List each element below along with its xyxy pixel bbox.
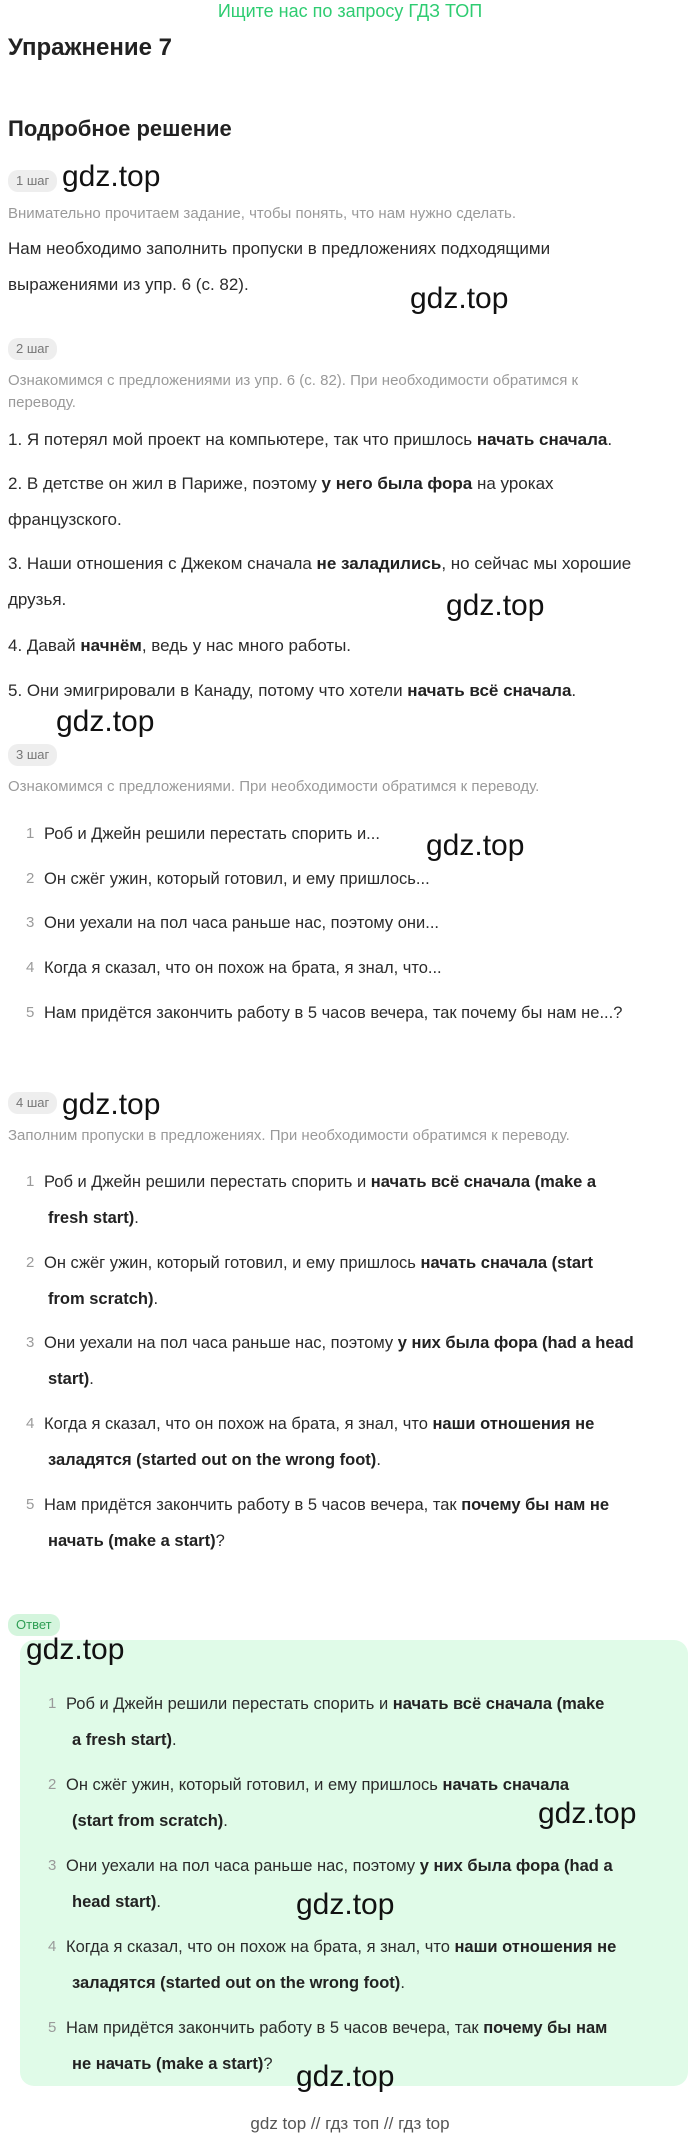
list-item: 4 Когда я сказал, что он похож на брата, я знал, что... (26, 959, 442, 977)
list-item: 5 Нам придётся закончить работу в 5 часов вечера, так почему бы нам не начать (make a start)? (26, 1496, 610, 1550)
answer-item: 2 Он сжёг ужин, который готовил, и ему пришлось начать сначала (start from scratch). (48, 1776, 570, 1830)
step-badge-4: 4 шаг (8, 1092, 57, 1114)
list-item: 3 Они уехали на пол часа раньше нас, поэтому у них была фора (had a head start). (26, 1334, 634, 1388)
watermark: gdz.top (446, 589, 545, 622)
step-hint: Заполним пропуски в предложениях. При необходимости обратимся к переводу. (8, 1127, 570, 1144)
answer-item: 3 Они уехали на пол часа раньше нас, поэтому у них была фора (had a head start). (48, 1857, 613, 1911)
watermark: gdz.top (26, 1633, 125, 1666)
watermark: gdz.top (538, 1797, 637, 1830)
watermark: gdz.top (296, 1888, 395, 1921)
step-badge-3: 3 шаг (8, 744, 57, 766)
watermark: gdz.top (62, 1088, 161, 1121)
top-banner: Ищите нас по запросу ГДЗ ТОП (217, 1, 483, 21)
section-title: Подробное решение (8, 116, 232, 141)
watermark: gdz.top (426, 829, 525, 862)
step-hint: Внимательно прочитаем задание, чтобы понять, что нам нужно сделать. (8, 205, 517, 222)
footer-links: gdz top // гдз топ // гдз top (250, 2114, 450, 2133)
step-hint: Ознакомимся с предложениями из упр. 6 (с. 82). При необходимости обратимся к переводу. (8, 372, 579, 411)
list-item: 1 Роб и Джейн решили перестать спорить и начать всё сначала (make a fresh start). (26, 1173, 597, 1227)
step-hint: Ознакомимся с предложениями. При необходимости обратимся к переводу. (8, 778, 540, 795)
sentence-4: 4. Давай начнём, ведь у нас много работы. (8, 636, 352, 655)
step-badge-1: 1 шаг (8, 170, 57, 192)
answer-badge: Ответ (8, 1614, 60, 1636)
paragraph: Нам необходимо заполнить пропуски в предложениях подходящими выражениями из упр. 6 (с. 82). (8, 239, 551, 294)
answer-item: 1 Роб и Джейн решили перестать спорить и начать всё сначала (make a fresh start). (48, 1695, 605, 1749)
page-title: Упражнение 7 (8, 34, 172, 61)
sentence-5: 5. Они эмигрировали в Канаду, потому что хотели начать всё сначала. (8, 681, 577, 700)
list-item: 1 Роб и Джейн решили перестать спорить и... (26, 825, 380, 843)
watermark: gdz.top (62, 160, 161, 193)
list-item: 2 Он сжёг ужин, который готовил, и ему пришлось начать сначала (start from scratch). (26, 1254, 593, 1308)
answer-item: 5 Нам придётся закончить работу в 5 часов вечера, так почему бы нам не начать (make a start)? (48, 2019, 608, 2073)
list-item: 2 Он сжёг ужин, который готовил, и ему пришлось... (26, 870, 430, 888)
sentence-2: 2. В детстве он жил в Париже, поэтому у него была фора на уроках французского. (8, 474, 554, 529)
list-item: 3 Они уехали на пол часа раньше нас, поэтому они... (26, 914, 440, 932)
step-badge-2: 2 шаг (8, 338, 57, 360)
watermark: gdz.top (410, 282, 509, 315)
list-item: 5 Нам придётся закончить работу в 5 часов вечера, так почему бы нам не...? (26, 1004, 623, 1022)
sentence-3: 3. Наши отношения с Джеком сначала не заладились, но сейчас мы хорошие друзья. (8, 554, 632, 609)
sentence-1: 1. Я потерял мой проект на компьютере, так что пришлось начать сначала. (8, 430, 613, 449)
answer-item: 4 Когда я сказал, что он похож на брата, я знал, что наши отношения не заладятся (started out on the wrong foot). (48, 1938, 617, 1992)
watermark: gdz.top (296, 2060, 395, 2093)
watermark: gdz.top (56, 705, 155, 738)
list-item: 4 Когда я сказал, что он похож на брата, я знал, что наши отношения не заладятся (started out on the wrong foot). (26, 1415, 595, 1469)
